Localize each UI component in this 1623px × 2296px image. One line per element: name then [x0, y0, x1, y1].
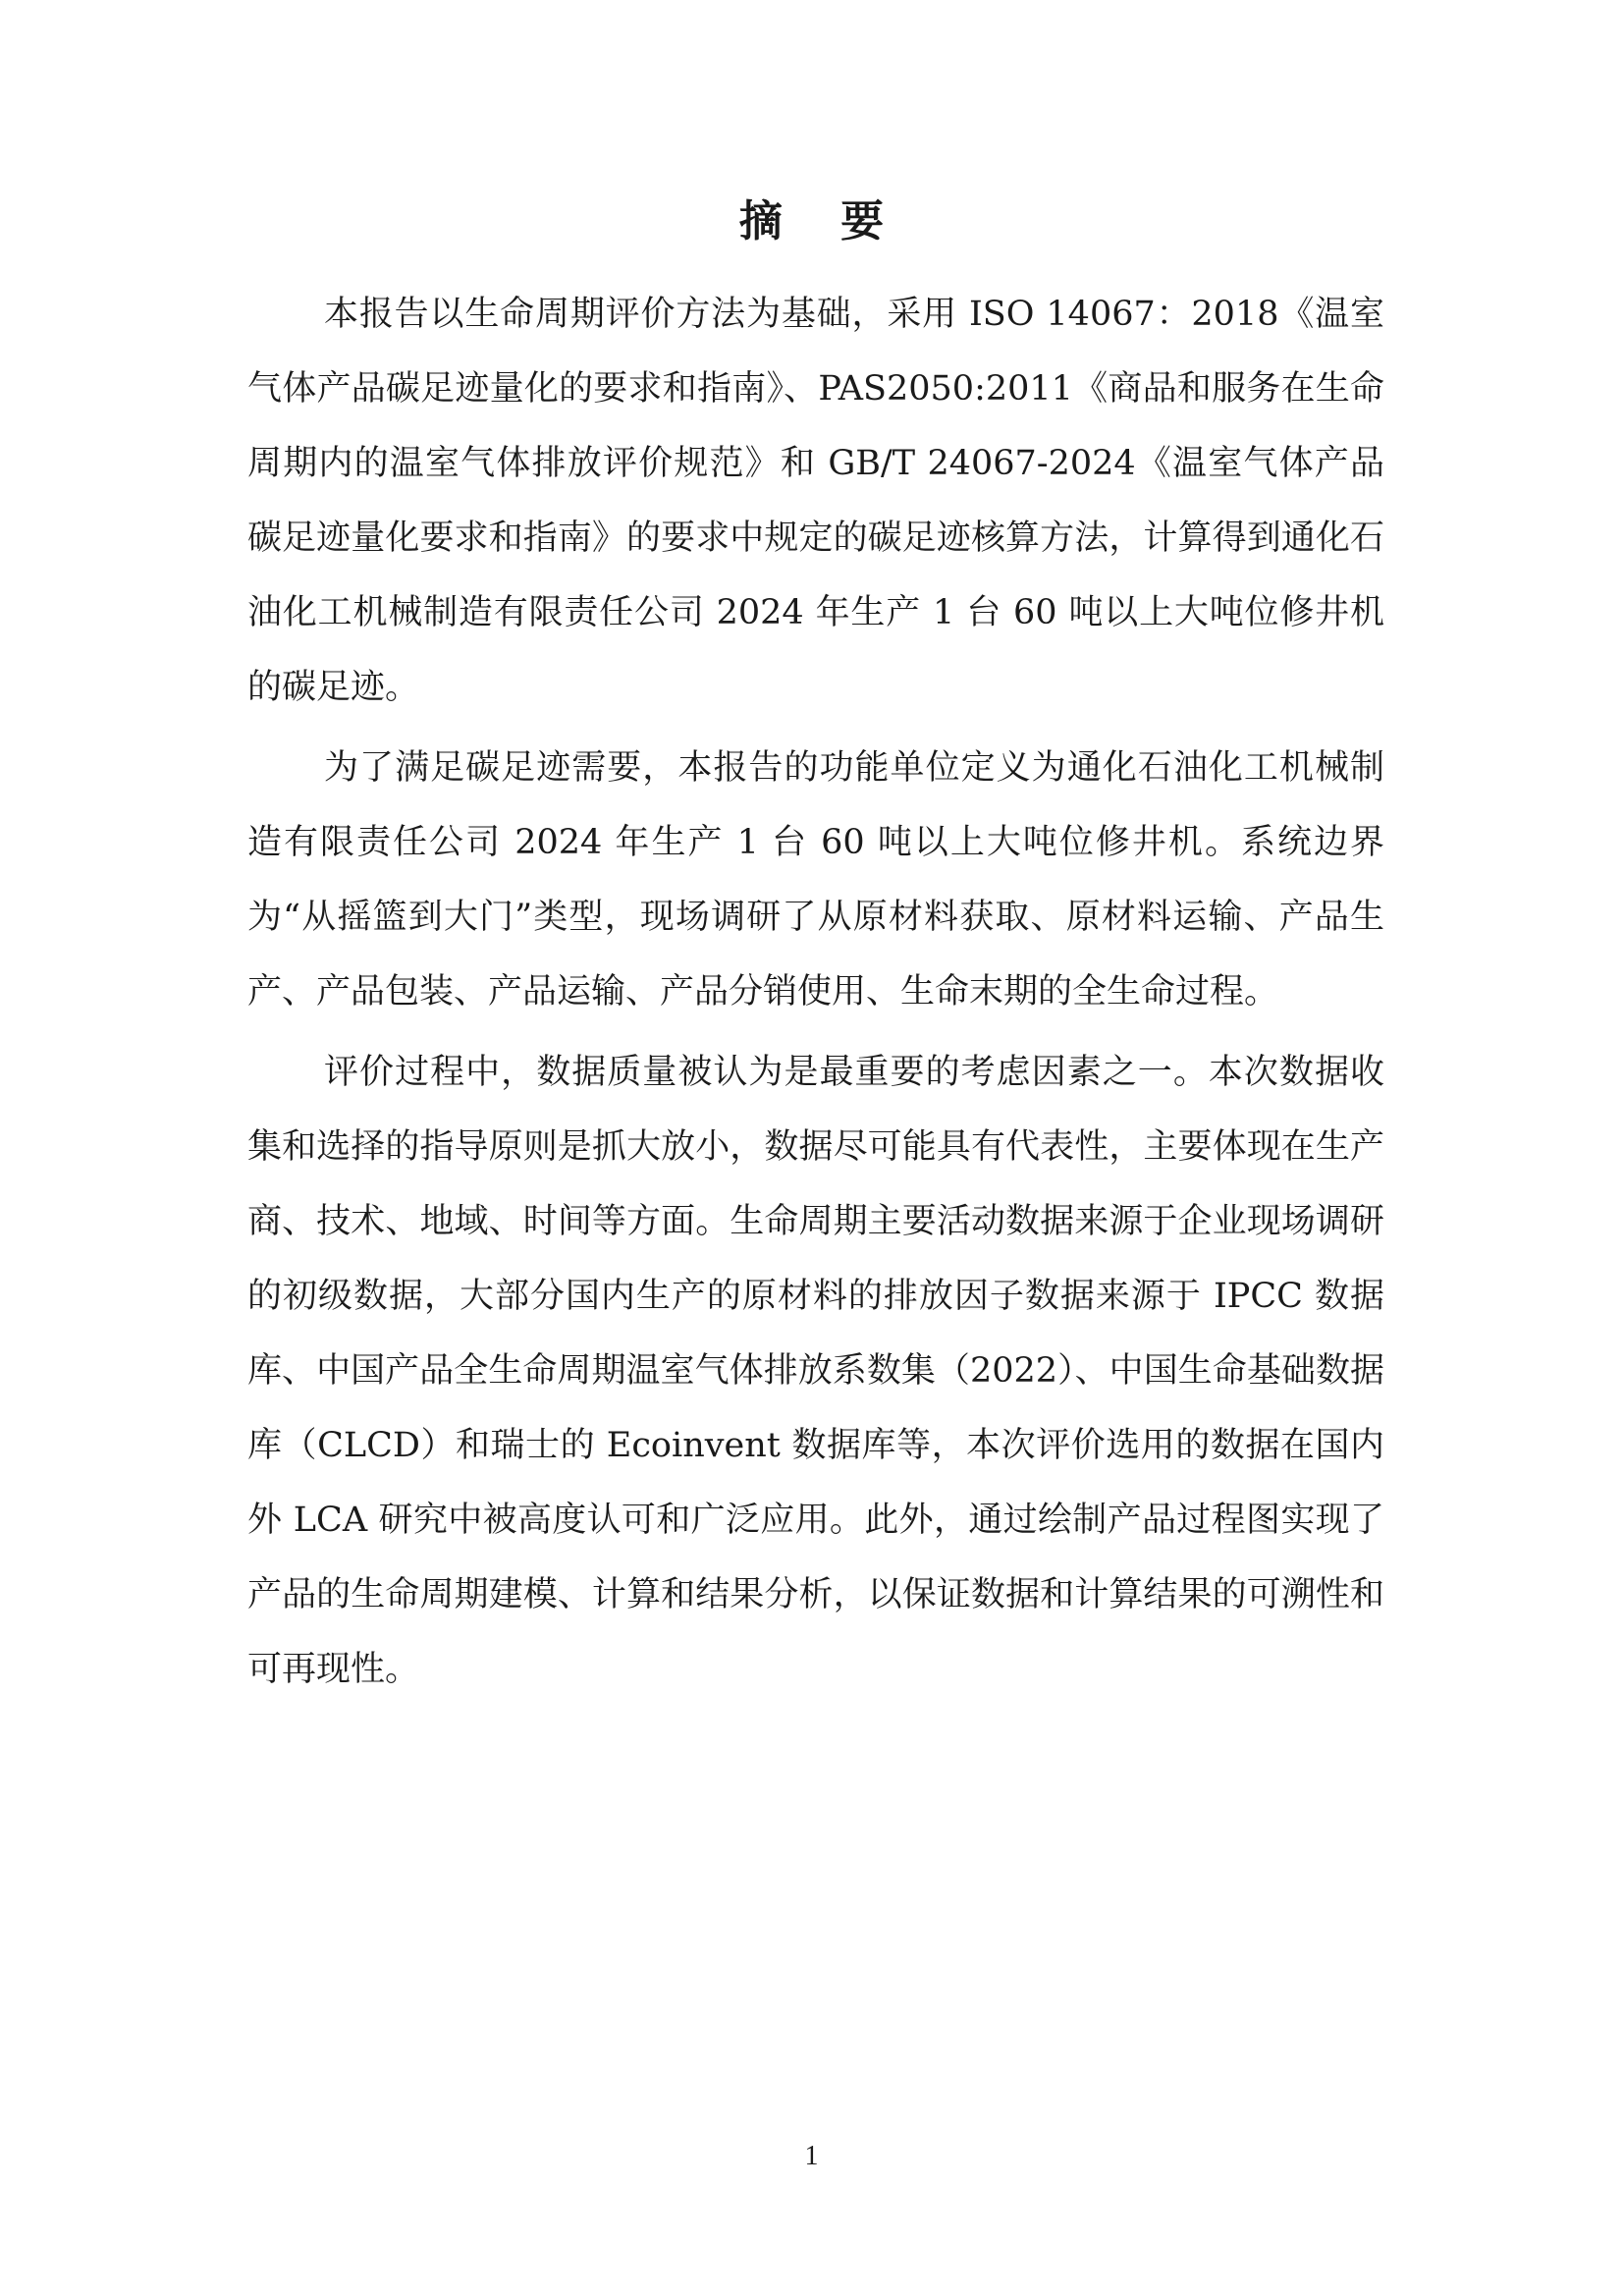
paragraph-methodology: 本报告以生命周期评价方法为基础，采用 ISO 14067：2018《温室气体产品碳足迹量化的要求和指南》、PAS2050:2011《商品和服务在生命周期内的温室气体排放评价规范》和 GB/T 24067-2024《温室气体产品碳足迹量化要求和指南》的要求中规定的碳足迹核算方法，计算得到通化石油化工机械制造有限责任公司 2024 年生产 1 台 60 吨以上大吨位修井机的碳足迹。 [247, 295, 1384, 707]
page-title: 摘 要 [738, 196, 906, 246]
paragraph-system-boundary: 为了满足碳足迹需要，本报告的功能单位定义为通化石油化工机械制造有限责任公司 2024 年生产 1 台 60 吨以上大吨位修井机。系统边界为“从摇篮到大门”类型，现场调研了从原材料获取、原材料运输、产品生产、产品包装、产品运输、产品分销使用、生命末期的全生命过程。 [247, 748, 1384, 1011]
paragraph-data-quality: 评价过程中，数据质量被认为是最重要的考虑因素之一。本次数据收集和选择的指导原则是抓大放小，数据尽可能具有代表性，主要体现在生产商、技术、地域、时间等方面。生命周期主要活动数据来源于企业现场调研的初级数据，大部分国内生产的原材料的排放因子数据来源于 IPCC 数据库、中国产品全生命周期温室气体排放系数集（2022）、中国生命基础数据库（CLCD）和瑞士的 Ecoinvent 数据库等，本次评价选用的数据在国内外 LCA 研究中被高度认可和广泛应用。此外，通过绘制产品过程图实现了产品的生命周期建模、计算和结果分析，以保证数据和计算结果的可溯性和可再现性。 [247, 1053, 1384, 1689]
abstract-body [247, 277, 1384, 1713]
page-number: 1 [804, 2141, 819, 2171]
